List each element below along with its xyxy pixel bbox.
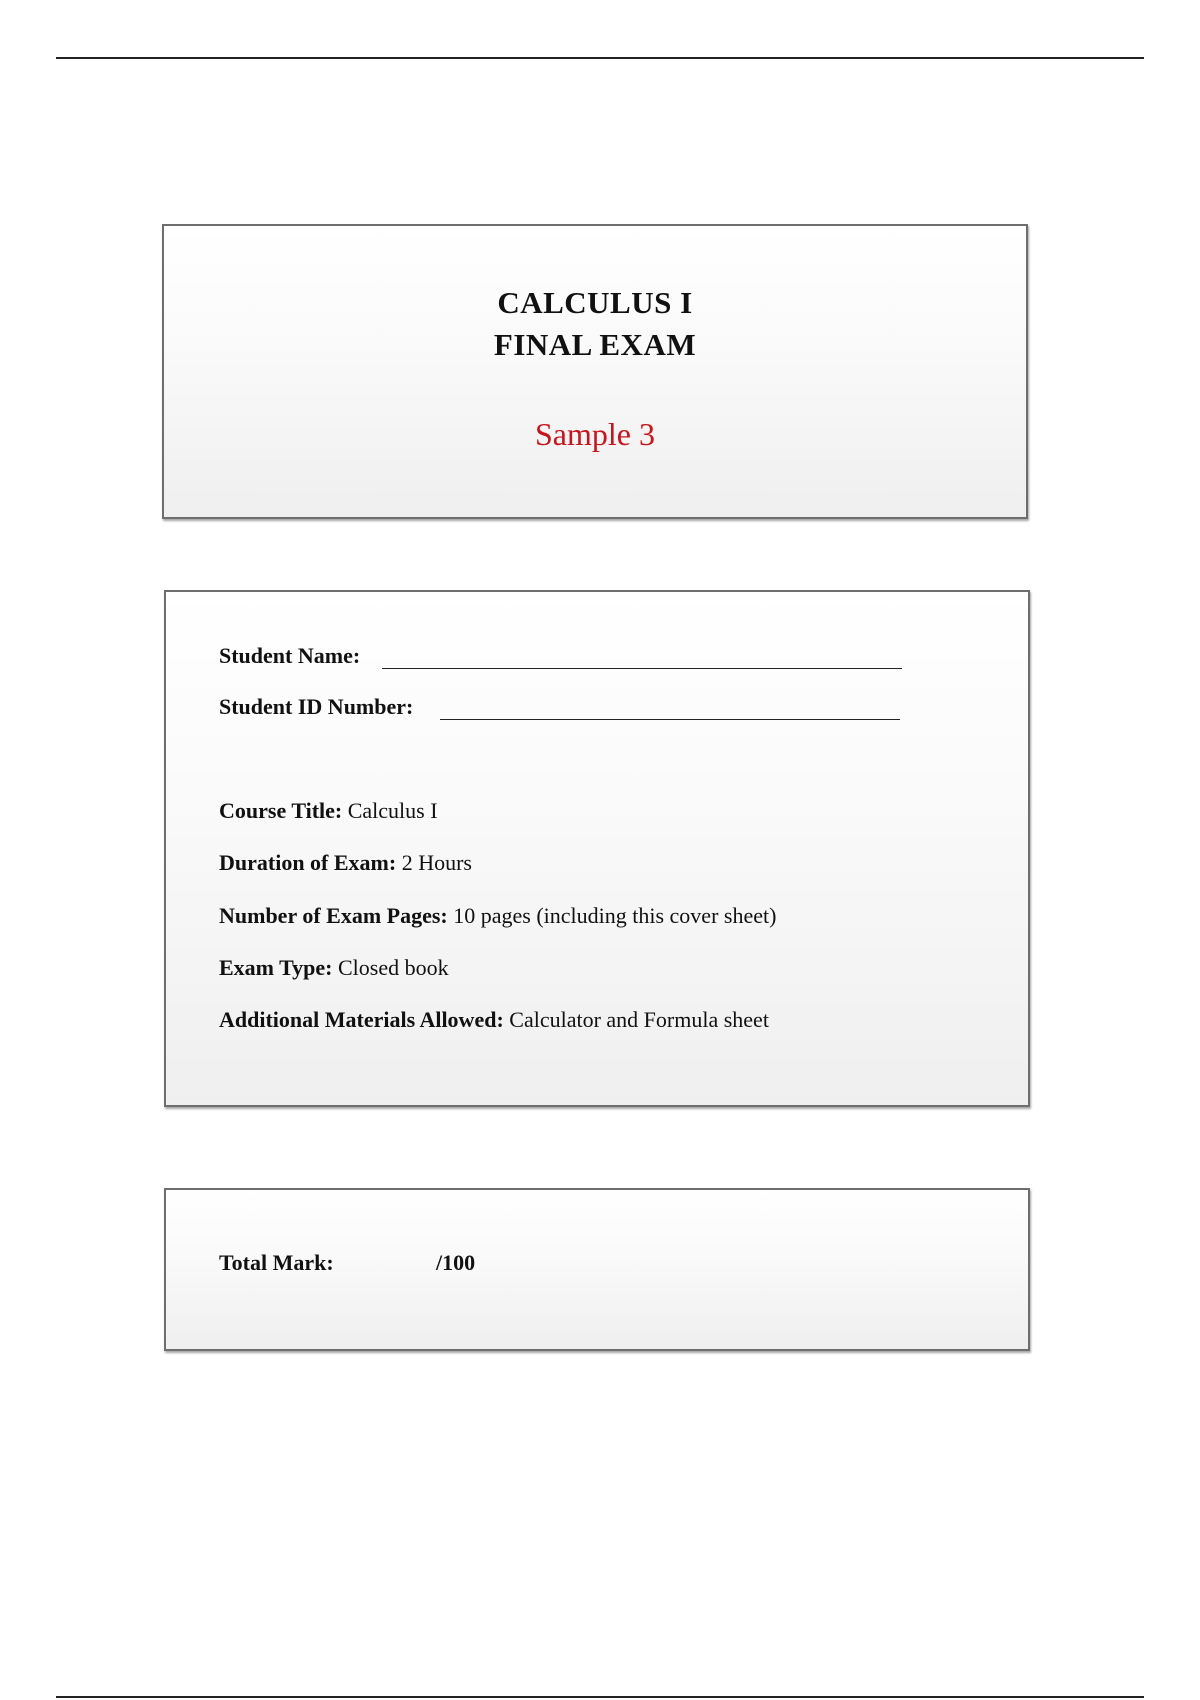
course-title-label: Course Title: (219, 798, 343, 823)
materials-value: Calculator and Formula sheet (509, 1007, 769, 1032)
student-id-row (219, 693, 413, 721)
title-box (162, 224, 1028, 519)
exam-type-label: Exam Type: (219, 955, 333, 980)
exam-type-row (219, 954, 449, 982)
materials-label: Additional Materials Allowed: (219, 1007, 504, 1032)
exam-title: FINAL EXAM (493, 327, 697, 362)
duration-label: Duration of Exam: (219, 850, 397, 875)
total-mark-label: Total Mark: (219, 1250, 334, 1275)
student-name-row (219, 642, 360, 670)
student-id-field[interactable] (440, 719, 900, 720)
total-mark-box (164, 1188, 1030, 1351)
course-title-value: Calculus I (347, 798, 438, 823)
exam-info-box (164, 590, 1030, 1107)
bottom-rule (56, 1696, 1144, 1698)
duration-value: 2 Hours (401, 850, 472, 875)
exam-course-title: CALCULUS I (497, 285, 693, 320)
exam-pages-row (219, 902, 776, 930)
student-id-label: Student ID Number: (219, 694, 414, 719)
sample-label: Sample 3 (535, 416, 655, 452)
exam-pages-label: Number of Exam Pages: (219, 903, 448, 928)
student-name-label: Student Name: (219, 643, 361, 668)
top-rule (56, 57, 1144, 59)
exam-type-value: Closed book (337, 955, 449, 980)
course-title-row (219, 797, 438, 825)
total-mark-out-of: /100 (436, 1250, 476, 1275)
student-name-field[interactable] (382, 668, 902, 669)
duration-row (219, 849, 472, 877)
materials-row (219, 1006, 769, 1034)
exam-pages-value: 10 pages (including this cover sheet) (453, 903, 777, 928)
